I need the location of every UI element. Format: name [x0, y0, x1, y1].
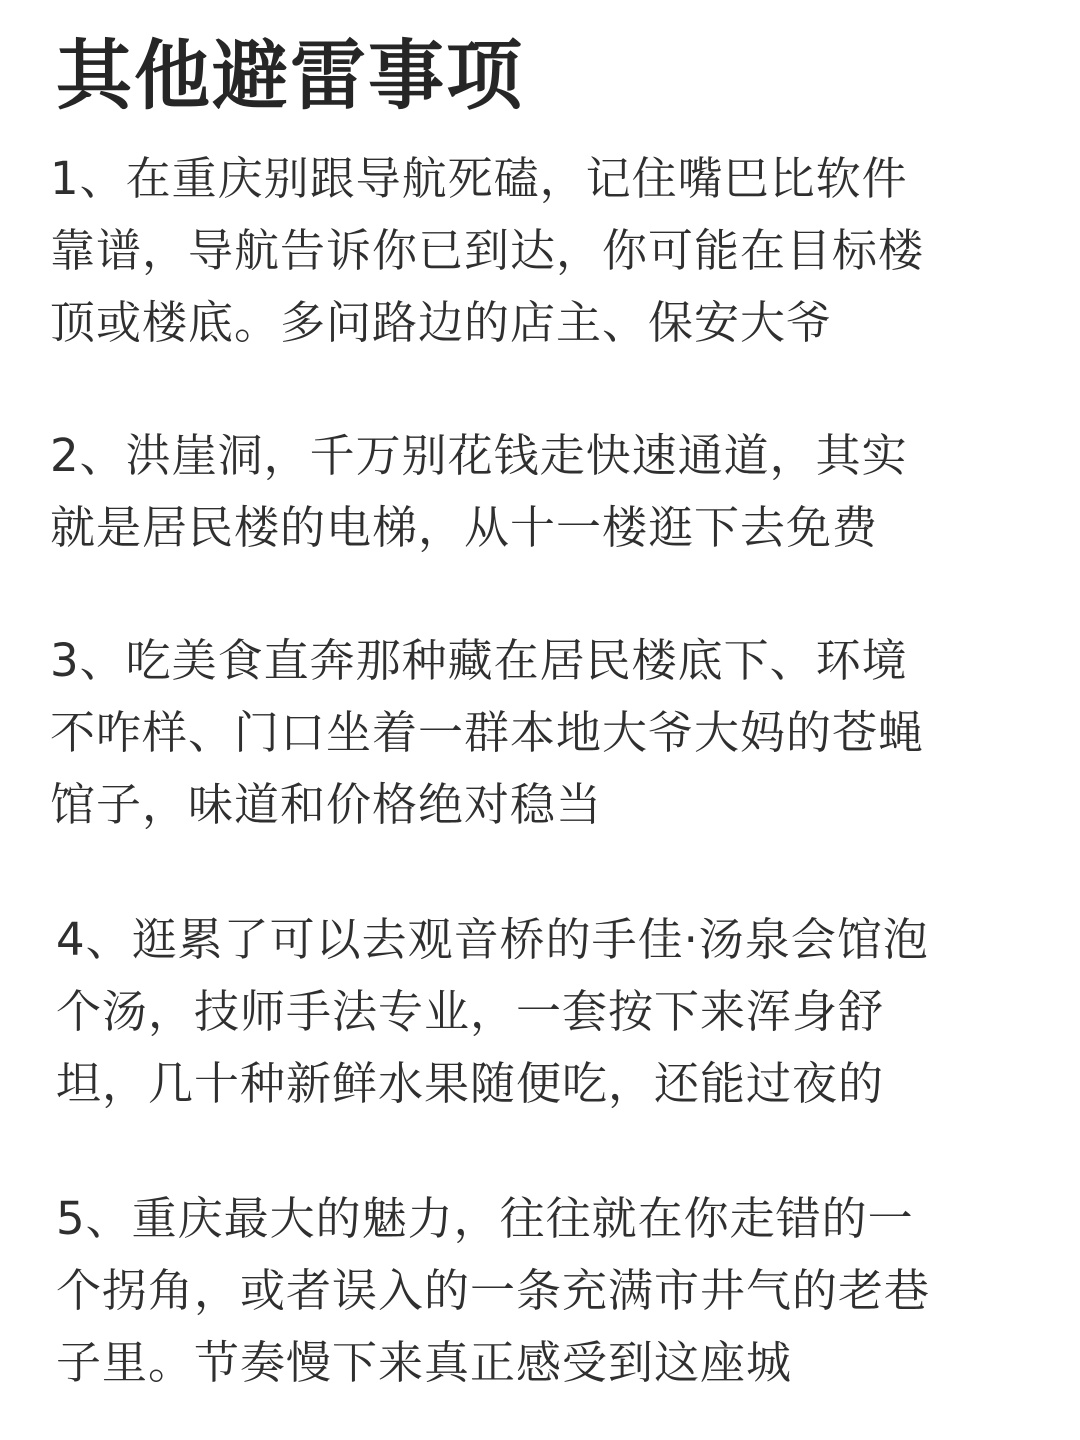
tip-5-line-1: 5、重庆最大的魅力，往往就在你走错的一 — [56, 1192, 914, 1245]
tip-3-line-1: 3、吃美食直奔那种藏在居民楼底下、环境 — [50, 634, 908, 687]
tip-item-3 — [50, 625, 924, 841]
tip-3-line-2: 不咋样、门口坐着一群本地大爷大妈的苍蝇 — [50, 706, 925, 759]
tip-item-5 — [56, 1183, 930, 1399]
tip-5-line-2: 个拐角，或者误入的一条充满市井气的老巷 — [56, 1264, 931, 1317]
tip-1-line-2: 靠谱，导航告诉你已到达，你可能在目标楼 — [50, 224, 925, 277]
tip-2-line-2: 就是居民楼的电梯，从十一楼逛下去免费 — [50, 501, 879, 554]
tip-2-line-1: 2、洪崖洞，千万别花钱走快速通道，其实 — [50, 429, 908, 482]
tip-3-line-3: 馆子，味道和价格绝对稳当 — [50, 778, 603, 831]
tip-item-4 — [56, 904, 929, 1120]
tip-5-line-3: 子里。节奏慢下来真正感受到这座城 — [56, 1336, 793, 1389]
tip-4-line-3: 坦，几十种新鲜水果随便吃，还能过夜的 — [56, 1057, 885, 1110]
tip-1-line-1: 1、在重庆别跟导航死磕，记住嘴巴比软件 — [50, 152, 908, 205]
tip-4-line-1: 4、逛累了可以去观音桥的手佳·汤泉会馆泡 — [56, 913, 929, 966]
tip-item-2 — [50, 420, 908, 564]
tip-1-line-3: 顶或楼底。多问路边的店主、保安大爷 — [50, 296, 833, 349]
tip-4-line-2: 个汤，技师手法专业，一套按下来浑身舒 — [56, 985, 885, 1038]
tip-item-1 — [50, 143, 924, 359]
page-title: 其他避雷事项 — [56, 31, 524, 120]
